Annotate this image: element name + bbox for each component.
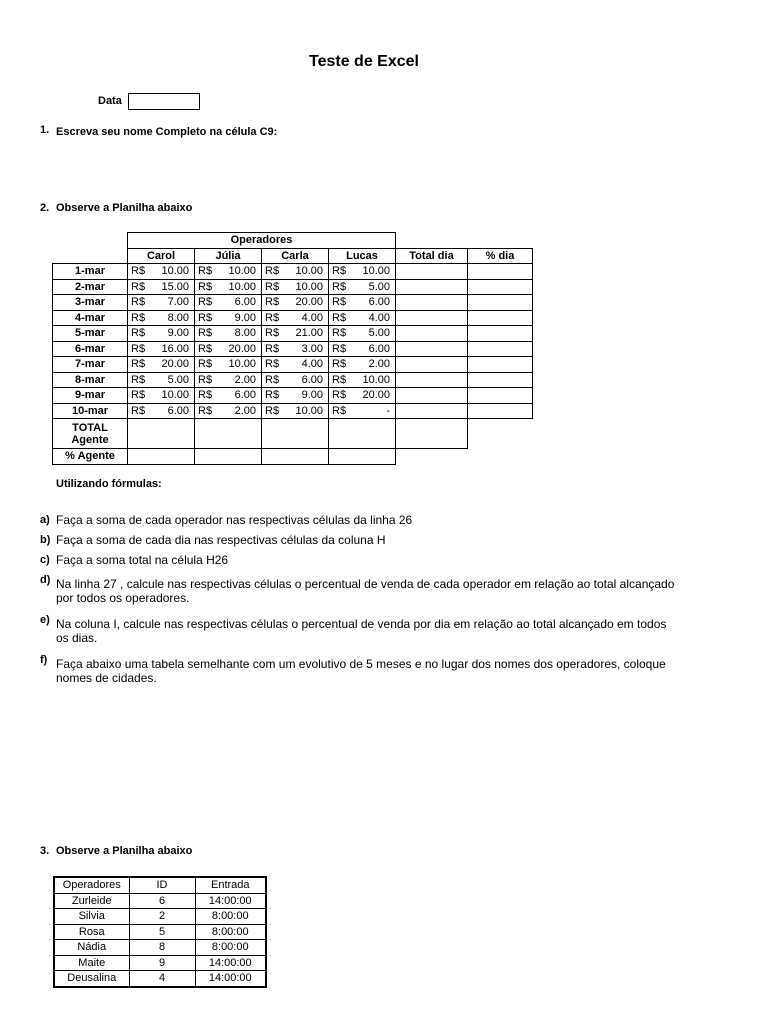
total-day-cell[interactable] (396, 310, 468, 326)
table-row (53, 326, 533, 342)
cell-value: 10.00 (362, 373, 390, 386)
value-cell[interactable] (329, 388, 396, 404)
question-2-text: Observe a Planilha abaixo (56, 202, 193, 214)
operators-id-sheet (53, 876, 267, 988)
row-date-label: 9-mar (53, 388, 128, 404)
currency-symbol: R$ (198, 280, 213, 293)
total-day-cell[interactable] (396, 326, 468, 342)
cell-value: 10.00 (161, 265, 189, 278)
item-label: d) (40, 574, 51, 586)
row-date-label: 1-mar (53, 264, 128, 280)
item-label: c) (40, 554, 50, 566)
value-cell[interactable] (262, 372, 329, 388)
cell-value: 6.00 (234, 296, 256, 309)
cell-value: 6.00 (368, 342, 390, 355)
cell-value: 10.00 (295, 265, 323, 278)
total-agent-label (53, 419, 128, 449)
currency-symbol: R$ (131, 296, 146, 309)
currency-symbol: R$ (198, 296, 213, 309)
value-cell[interactable] (128, 310, 195, 326)
pct-day-cell[interactable] (468, 388, 533, 404)
cell-value: 6.00 (234, 389, 256, 402)
total-day-cell[interactable] (396, 357, 468, 373)
pct-cell[interactable] (262, 449, 329, 465)
cell-value: 21.00 (295, 327, 323, 340)
table-cell[interactable]: Rosa (54, 924, 129, 940)
pct-day-cell[interactable] (468, 326, 533, 342)
cell-value: 10.00 (161, 389, 189, 402)
currency-symbol: R$ (198, 404, 213, 417)
value-cell[interactable] (329, 372, 396, 388)
currency-symbol: R$ (332, 342, 347, 355)
currency-symbol: R$ (265, 265, 280, 278)
question-3-text: Observe a Planilha abaixo (56, 845, 193, 857)
grand-total-cell[interactable] (396, 419, 468, 449)
value-cell[interactable] (195, 295, 262, 311)
currency-symbol: R$ (332, 373, 347, 386)
cell-value: 9.00 (167, 327, 189, 340)
cell-value: 6.00 (167, 404, 189, 417)
table-cell[interactable]: 8:00:00 (195, 940, 266, 956)
table-row (53, 341, 533, 357)
currency-symbol: R$ (198, 311, 213, 324)
cell-value: 10.00 (228, 358, 256, 371)
cell-value: 10.00 (295, 404, 323, 417)
value-cell[interactable] (128, 295, 195, 311)
cell-value: 9.00 (234, 311, 256, 324)
currency-symbol: R$ (265, 327, 280, 340)
row-date-label: 4-mar (53, 310, 128, 326)
total-cell[interactable] (195, 419, 262, 449)
pct-day-cell[interactable] (468, 295, 533, 311)
cell-value: 2.00 (234, 404, 256, 417)
question-1-number: 1. (40, 124, 50, 136)
pct-cell[interactable] (329, 449, 396, 465)
table-cell[interactable]: 8:00:00 (195, 909, 266, 925)
column-header: Entrada (195, 877, 266, 893)
cell-value: 2.00 (368, 358, 390, 371)
table-row (53, 403, 533, 419)
currency-symbol: R$ (198, 373, 213, 386)
cell-value: 5.00 (368, 327, 390, 340)
value-cell[interactable] (128, 264, 195, 280)
value-cell[interactable] (262, 326, 329, 342)
currency-symbol: R$ (265, 358, 280, 371)
cell-value: 10.00 (362, 265, 390, 278)
currency-symbol: R$ (265, 389, 280, 402)
value-cell[interactable] (262, 279, 329, 295)
currency-symbol: R$ (265, 342, 280, 355)
value-cell[interactable] (195, 279, 262, 295)
cell-value: 20.00 (295, 296, 323, 309)
pct-day-cell[interactable] (468, 264, 533, 280)
currency-symbol: R$ (131, 342, 146, 355)
currency-symbol: R$ (198, 327, 213, 340)
row-date-label: 5-mar (53, 326, 128, 342)
cell-value: 9.00 (301, 389, 323, 402)
currency-symbol: R$ (332, 404, 347, 417)
operators-group-header: Operadores (128, 233, 396, 249)
pct-cell[interactable] (195, 449, 262, 465)
cell-value: 4.00 (301, 358, 323, 371)
cell-value: 6.00 (368, 296, 390, 309)
currency-symbol: R$ (265, 280, 280, 293)
currency-symbol: R$ (332, 265, 347, 278)
currency-symbol: R$ (265, 404, 280, 417)
table-row (53, 295, 533, 311)
pct-day-cell[interactable] (468, 279, 533, 295)
currency-symbol: R$ (131, 373, 146, 386)
total-label-line1: TOTAL (72, 421, 108, 434)
value-cell[interactable] (262, 403, 329, 419)
currency-symbol: R$ (131, 280, 146, 293)
value-cell[interactable] (329, 326, 396, 342)
question-1-text: Escreva seu nome Completo na célula C9: (56, 126, 278, 138)
table-row (54, 893, 266, 909)
currency-symbol: R$ (131, 311, 146, 324)
currency-symbol: R$ (332, 280, 347, 293)
value-cell[interactable] (128, 372, 195, 388)
table-row (53, 264, 533, 280)
item-label: f) (40, 654, 48, 666)
currency-symbol: R$ (131, 404, 146, 417)
value-cell[interactable] (195, 403, 262, 419)
currency-symbol: R$ (131, 358, 146, 371)
table-cell[interactable]: Silvia (54, 909, 129, 925)
table-row (53, 310, 533, 326)
pct-day-cell[interactable] (468, 357, 533, 373)
table-row (54, 971, 266, 987)
value-cell[interactable] (329, 295, 396, 311)
table-row (53, 357, 533, 373)
cell-value: 10.00 (228, 280, 256, 293)
pct-day-cell[interactable] (468, 372, 533, 388)
total-day-cell[interactable] (396, 264, 468, 280)
cell-value: 10.00 (295, 280, 323, 293)
table-cell[interactable]: 14:00:00 (195, 955, 266, 971)
cell-value: 8.00 (234, 327, 256, 340)
pct-day-cell[interactable] (468, 341, 533, 357)
value-cell[interactable] (128, 357, 195, 373)
cell-value: 7.00 (167, 296, 189, 309)
currency-symbol: R$ (131, 327, 146, 340)
total-day-cell[interactable] (396, 372, 468, 388)
value-cell[interactable] (195, 372, 262, 388)
cell-value: 6.00 (301, 373, 323, 386)
table-cell[interactable]: 14:00:00 (195, 893, 266, 909)
table-cell[interactable]: 5 (129, 924, 195, 940)
value-cell[interactable] (329, 357, 396, 373)
total-cell[interactable] (262, 419, 329, 449)
table-row (53, 372, 533, 388)
currency-symbol: R$ (332, 311, 347, 324)
table-row (53, 279, 533, 295)
value-cell[interactable] (262, 310, 329, 326)
pct-day-cell[interactable] (468, 310, 533, 326)
column-header: % dia (468, 248, 533, 264)
cell-value: - (386, 404, 390, 417)
cell-value: 15.00 (161, 280, 189, 293)
item-text-line: Faça abaixo uma tabela semelhante com um evolutivo de 5 meses e no lugar dos nomes dos operadores, coloque (56, 657, 666, 671)
value-cell[interactable] (195, 388, 262, 404)
cell-value: 8.00 (167, 311, 189, 324)
cell-value: 20.00 (228, 342, 256, 355)
currency-symbol: R$ (131, 265, 146, 278)
currency-symbol: R$ (332, 296, 347, 309)
value-cell[interactable] (195, 357, 262, 373)
value-cell[interactable] (195, 341, 262, 357)
total-day-cell[interactable] (396, 341, 468, 357)
currency-symbol: R$ (131, 389, 146, 402)
column-header: Operadores (54, 877, 129, 893)
cell-value: 16.00 (161, 342, 189, 355)
value-cell[interactable] (128, 388, 195, 404)
value-cell[interactable] (128, 326, 195, 342)
row-date-label: 8-mar (53, 372, 128, 388)
value-cell[interactable] (262, 357, 329, 373)
total-day-cell[interactable] (396, 388, 468, 404)
column-header: Total dia (396, 248, 468, 264)
item-text-line: nomes de cidades. (56, 671, 157, 685)
cell-value: 10.00 (228, 265, 256, 278)
currency-symbol: R$ (198, 265, 213, 278)
value-cell[interactable] (128, 341, 195, 357)
cell-value: 20.00 (362, 389, 390, 402)
value-cell[interactable] (195, 310, 262, 326)
operators-sheet (52, 232, 533, 465)
table-cell[interactable]: Nádia (54, 940, 129, 956)
currency-symbol: R$ (198, 342, 213, 355)
table-cell[interactable]: Zurleide (54, 893, 129, 909)
table-row (54, 909, 266, 925)
total-day-cell[interactable] (396, 279, 468, 295)
item-text: Faça a soma de cada dia nas respectivas células da coluna H (56, 533, 386, 547)
value-cell[interactable] (262, 341, 329, 357)
total-cell[interactable] (329, 419, 396, 449)
column-header: Carol (128, 248, 195, 264)
cell-value: 3.00 (301, 342, 323, 355)
value-cell[interactable] (262, 264, 329, 280)
table-cell[interactable]: 6 (129, 893, 195, 909)
item-text-line: por todos os operadores. (56, 591, 190, 605)
column-header: ID (129, 877, 195, 893)
question-3-number: 3. (40, 845, 50, 857)
currency-symbol: R$ (198, 358, 213, 371)
cell-value: 5.00 (167, 373, 189, 386)
value-cell[interactable] (128, 403, 195, 419)
value-cell[interactable] (329, 403, 396, 419)
currency-symbol: R$ (198, 389, 213, 402)
column-header: Júlia (195, 248, 262, 264)
date-label: Data (98, 95, 122, 107)
date-input-box[interactable] (128, 93, 200, 110)
column-header: Carla (262, 248, 329, 264)
table-cell[interactable]: Deusalina (54, 971, 129, 987)
row-date-label: 2-mar (53, 279, 128, 295)
question-2-number: 2. (40, 202, 50, 214)
item-text: Faça a soma de cada operador nas respectivas células da linha 26 (56, 513, 413, 527)
cell-value: 2.00 (234, 373, 256, 386)
item-label: e) (40, 614, 50, 626)
currency-symbol: R$ (332, 358, 347, 371)
table-cell[interactable]: 8:00:00 (195, 924, 266, 940)
item-label: b) (40, 534, 51, 546)
column-header: Lucas (329, 248, 396, 264)
value-cell[interactable] (195, 326, 262, 342)
table-cell[interactable]: Maite (54, 955, 129, 971)
table-row (54, 924, 266, 940)
row-date-label: 6-mar (53, 341, 128, 357)
item-text-line: os dias. (56, 631, 98, 645)
page-title: Teste de Excel (309, 53, 419, 70)
table-row (54, 940, 266, 956)
total-day-cell[interactable] (396, 295, 468, 311)
table-cell[interactable]: 14:00:00 (195, 971, 266, 987)
value-cell[interactable] (329, 279, 396, 295)
value-cell[interactable] (128, 279, 195, 295)
row-date-label: 10-mar (53, 403, 128, 419)
table-cell[interactable]: 2 (129, 909, 195, 925)
cell-value: 20.00 (161, 358, 189, 371)
item-text-line: Na coluna I, calcule nas respectivas células o percentual de venda por dia em relação ao total alcançado em todos (56, 617, 667, 631)
currency-symbol: R$ (265, 296, 280, 309)
table-cell[interactable]: 8 (129, 940, 195, 956)
total-day-cell[interactable] (396, 403, 468, 419)
pct-day-cell[interactable] (468, 403, 533, 419)
currency-symbol: R$ (332, 389, 347, 402)
currency-symbol: R$ (265, 311, 280, 324)
item-text-line: Na linha 27 , calcule nas respectivas células o percentual de venda de cada operador em relação ao total alcançado (56, 577, 675, 591)
value-cell[interactable] (262, 295, 329, 311)
formulas-heading: Utilizando fórmulas: (56, 478, 162, 490)
table-cell[interactable]: 4 (129, 971, 195, 987)
item-text: Faça a soma total na célula H26 (56, 553, 229, 567)
row-date-label: 3-mar (53, 295, 128, 311)
pct-cell[interactable] (128, 449, 195, 465)
value-cell[interactable] (329, 310, 396, 326)
value-cell[interactable] (262, 388, 329, 404)
pct-agent-label: % Agente (53, 449, 128, 465)
currency-symbol: R$ (332, 327, 347, 340)
value-cell[interactable] (329, 264, 396, 280)
cell-value: 4.00 (368, 311, 390, 324)
table-cell[interactable]: 9 (129, 955, 195, 971)
table-row (53, 388, 533, 404)
item-label: a) (40, 514, 50, 526)
value-cell[interactable] (195, 264, 262, 280)
table-row (54, 955, 266, 971)
total-cell[interactable] (128, 419, 195, 449)
total-label-line2: Agente (71, 433, 109, 446)
value-cell[interactable] (329, 341, 396, 357)
cell-value: 5.00 (368, 280, 390, 293)
row-date-label: 7-mar (53, 357, 128, 373)
cell-value: 4.00 (301, 311, 323, 324)
currency-symbol: R$ (265, 373, 280, 386)
